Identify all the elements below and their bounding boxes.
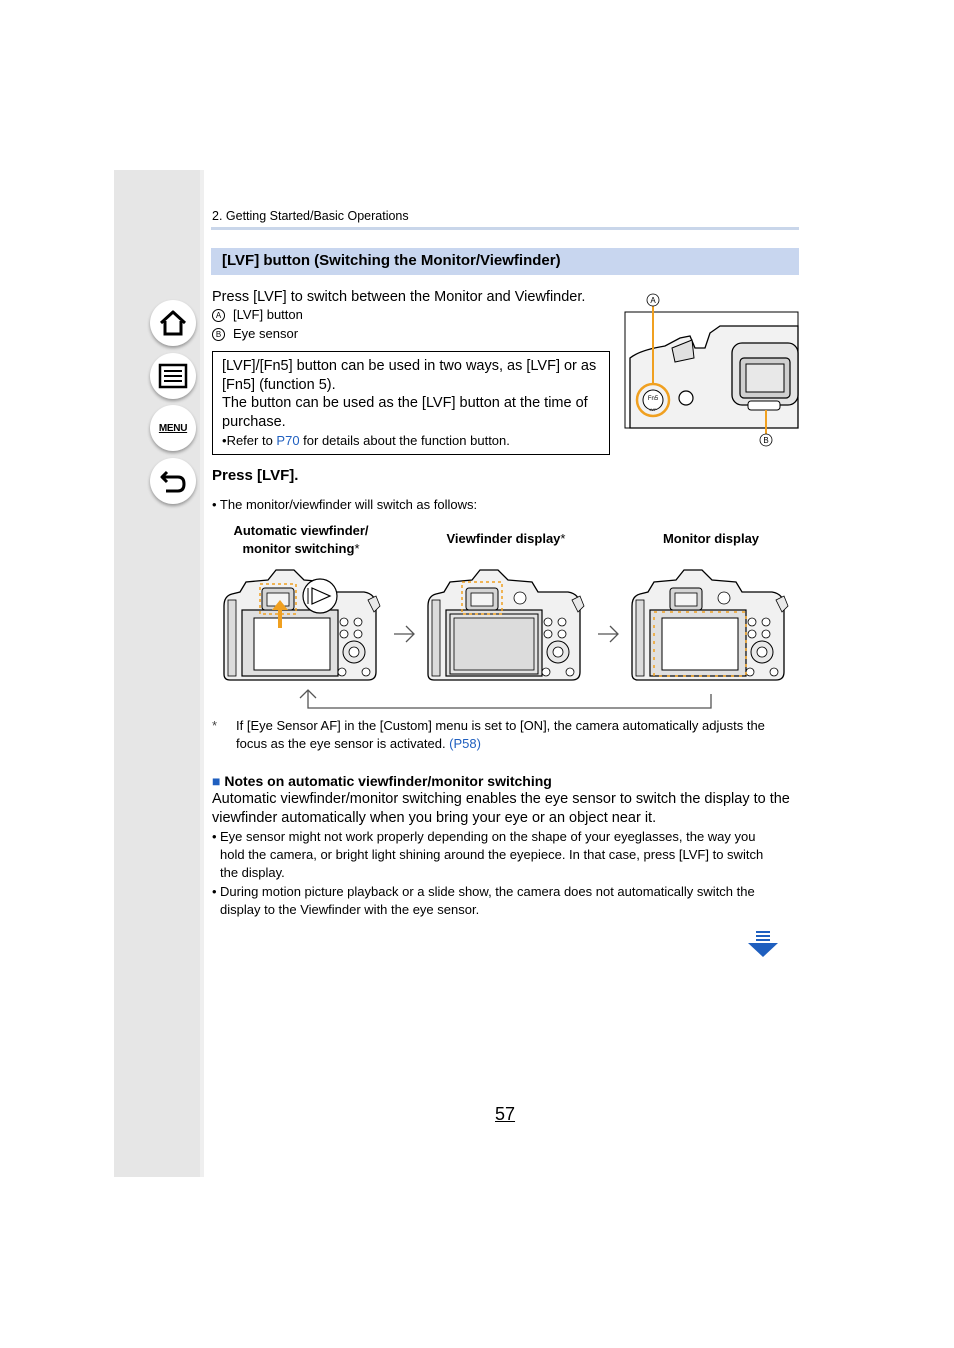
list-icon bbox=[158, 363, 188, 389]
footnote-mark: * bbox=[212, 718, 218, 733]
notes-bullets bbox=[212, 828, 802, 919]
arrow-right-2 bbox=[598, 626, 618, 642]
mode-label-auto bbox=[220, 522, 382, 558]
intro-item-label: [LVF] button bbox=[233, 307, 303, 322]
notes-heading bbox=[212, 773, 552, 789]
notes-paragraph bbox=[212, 790, 802, 827]
down-arrow-icon[interactable] bbox=[746, 930, 780, 958]
p58-link[interactable]: (P58) bbox=[449, 736, 481, 751]
return-path bbox=[308, 690, 711, 708]
mode-label-monitor: Monitor display bbox=[662, 531, 760, 546]
sidebar-edge bbox=[200, 170, 204, 1177]
mode-line: Viewfinder display bbox=[446, 531, 561, 546]
mode-label-viewfinder bbox=[425, 531, 587, 546]
menu-label: MENU bbox=[158, 422, 188, 434]
camera-monitor bbox=[632, 570, 788, 680]
notes-line: viewfinder automatically when you bring your eye or an object near it. bbox=[212, 809, 657, 826]
page-number: 57 bbox=[495, 1104, 516, 1124]
intro-item-a bbox=[212, 306, 303, 324]
camera-lvf-figure bbox=[620, 288, 802, 448]
note-line: [Fn5] (function 5). bbox=[222, 376, 336, 393]
bullet: • bbox=[222, 433, 227, 448]
contents-button[interactable] bbox=[150, 353, 196, 399]
return-arrow-icon bbox=[158, 467, 188, 495]
step-bullet: • The monitor/viewfinder will switch as follows: bbox=[212, 497, 478, 512]
intro-item-label: Eye sensor bbox=[233, 326, 299, 341]
square-bullet-icon: ■ bbox=[212, 773, 221, 789]
bullet-line: Eye sensor might not work properly depending on the shape of your eyeglasses, the way you bbox=[220, 829, 756, 844]
camera-viewfinder bbox=[428, 570, 584, 680]
footnote-line: focus as the eye sensor is activated. bbox=[236, 736, 450, 751]
fn5-label: Fn5 bbox=[647, 396, 659, 402]
home-icon bbox=[158, 308, 188, 338]
mode-line: monitor switching bbox=[242, 541, 355, 556]
mode-line: Automatic viewfinder/ bbox=[233, 523, 369, 538]
breadcrumb: 2. Getting Started/Basic Operations bbox=[212, 209, 409, 223]
arrow-right-1 bbox=[394, 626, 414, 642]
intro-text: Press [LVF] to switch between the Monitor and Viewfinder. bbox=[212, 289, 586, 305]
note-line: purchase. bbox=[222, 413, 286, 430]
asterisk: * bbox=[560, 531, 566, 546]
note-box bbox=[212, 351, 610, 455]
note-ref bbox=[222, 432, 607, 450]
marker-b: B bbox=[763, 436, 769, 445]
bullet-line: display to the Viewfinder with the eye sensor. bbox=[220, 902, 480, 917]
step-heading: Press [LVF]. bbox=[212, 467, 299, 484]
list-item: • During motion picture playback or a slide show, the camera does not automatically switch the display to the Viewfinder with the eye sensor. bbox=[212, 884, 755, 917]
back-button[interactable] bbox=[150, 458, 196, 504]
header-rule bbox=[211, 227, 799, 230]
p70-link[interactable]: P70 bbox=[276, 433, 300, 448]
note-line: The button can be used as the [LVF] button at the time of bbox=[222, 395, 588, 411]
section-title: [LVF] button (Switching the Monitor/Viewfinder) bbox=[222, 252, 561, 269]
ref-suffix: for details about the function button. bbox=[299, 433, 510, 448]
footnote bbox=[236, 717, 800, 753]
intro-item-b bbox=[212, 325, 298, 343]
lvf-sublabel: LVF bbox=[649, 407, 657, 412]
note-line: [LVF]/[Fn5] button can be used in two ways, as [LVF] or as bbox=[222, 358, 597, 374]
bullet-line: hold the camera, or bright light shining around the eyepiece. In that case, press [LVF] to switch bbox=[220, 847, 764, 862]
ref-prefix: Refer to bbox=[226, 433, 277, 448]
footnote-line: If [Eye Sensor AF] in the [Custom] menu is set to [ON], the camera automatically adjusts the bbox=[236, 718, 765, 733]
notes-line: Automatic viewfinder/monitor switching enables the eye sensor to switch the display to the bbox=[212, 791, 790, 807]
notes-heading-text: Notes on automatic viewfinder/monitor switching bbox=[224, 773, 552, 789]
menu-button[interactable] bbox=[150, 405, 196, 451]
mode-cycle-figure bbox=[216, 566, 800, 714]
bullet-line: the display. bbox=[220, 865, 285, 880]
camera-auto bbox=[224, 570, 380, 680]
asterisk: * bbox=[354, 541, 360, 556]
marker-a: A bbox=[650, 296, 656, 305]
home-button[interactable] bbox=[150, 300, 196, 346]
bullet-line: During motion picture playback or a slide show, the camera does not automatically switch the bbox=[220, 884, 755, 899]
marker-b: B bbox=[212, 328, 225, 341]
marker-a: A bbox=[212, 309, 225, 322]
list-item: • Eye sensor might not work properly depending on the shape of your eyeglasses, the way you hold the camera, or bright light shining around the eyepiece. In that case, press [LVF] to switch the display. bbox=[212, 829, 764, 880]
